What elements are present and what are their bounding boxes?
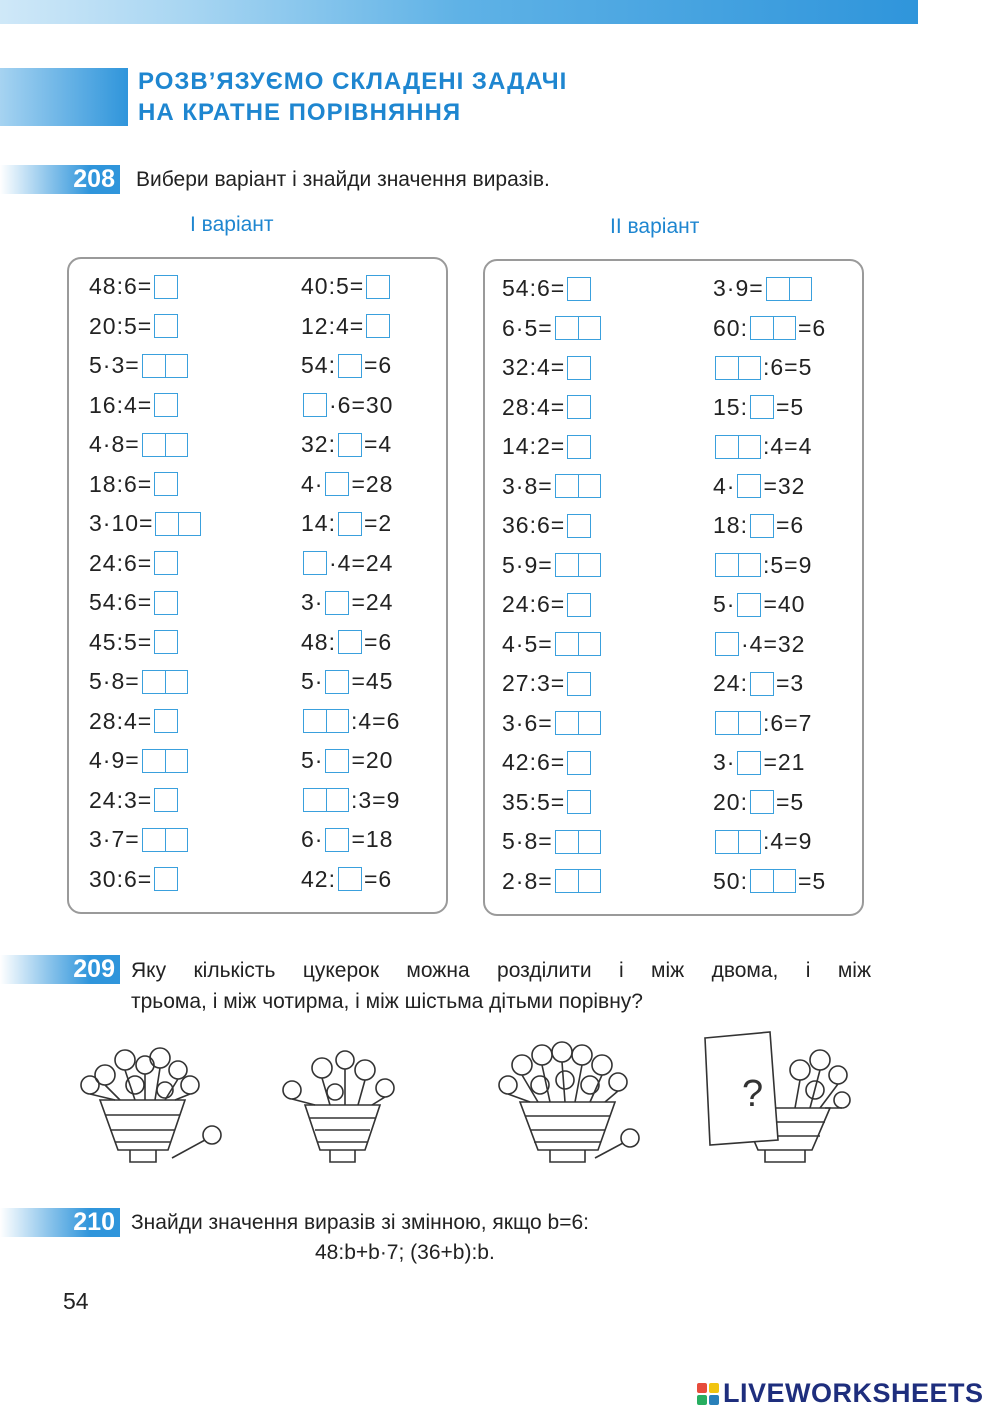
expression-text: 27:3= [502, 670, 566, 697]
expression-row [301, 544, 400, 584]
answer-box[interactable] [555, 869, 601, 893]
expression-row [502, 427, 603, 467]
answer-box[interactable] [567, 435, 591, 459]
expression-text: 6·5= [502, 314, 553, 341]
candy-basket-4 [705, 1032, 850, 1162]
answer-box[interactable] [737, 474, 761, 498]
expression-text: 4·9= [89, 747, 140, 774]
expression-suffix: =3 [775, 670, 805, 697]
expression-prefix: 20: [713, 788, 748, 815]
expression-suffix: =45 [351, 668, 394, 695]
expression-text: 45:5= [89, 628, 153, 655]
logo-mark-icon [697, 1383, 719, 1405]
expression-row [502, 704, 603, 744]
expression-suffix: =6 [775, 512, 805, 539]
expression-prefix: 14: [301, 510, 336, 537]
expression-row [301, 386, 400, 426]
answer-box[interactable] [715, 553, 761, 577]
expression-text: 30:6= [89, 865, 153, 892]
expression-text: 54:6= [89, 589, 153, 616]
expression-row [301, 465, 400, 505]
answer-box[interactable] [154, 591, 178, 615]
candy-baskets-illustration [60, 1030, 860, 1170]
answer-box[interactable] [142, 828, 188, 852]
expression-row [301, 860, 400, 900]
expression-row [89, 544, 203, 584]
expression-text: 4·5= [502, 630, 553, 657]
expression-row [89, 820, 203, 860]
expression-row [89, 267, 203, 307]
expression-row [301, 662, 400, 702]
task-209-text [131, 955, 871, 1017]
variant-1-label: І варіант [190, 213, 274, 236]
expression-row [301, 820, 400, 860]
expression-suffix: =18 [351, 826, 394, 853]
expression-row [89, 386, 203, 426]
answer-box[interactable] [750, 395, 774, 419]
expression-suffix: =6 [797, 314, 827, 341]
expression-prefix: 5· [301, 747, 324, 774]
expression-row [89, 623, 203, 663]
task-209-line-1: Яку кількість цукерок можна розділити і між двома, і між [131, 959, 871, 982]
expression-prefix: 15: [713, 393, 748, 420]
task-208-text: Вибери варіант і знайди значення виразів. [136, 168, 550, 191]
answer-box[interactable] [303, 788, 349, 812]
answer-box[interactable] [154, 393, 178, 417]
task-208-number: 208 [0, 165, 120, 194]
expression-row [502, 309, 603, 349]
answer-box[interactable] [766, 277, 812, 301]
variant-1-panel [67, 257, 448, 914]
answer-box[interactable] [154, 472, 178, 496]
logo-text: LIVEWORKSHEETS [723, 1378, 984, 1408]
answer-box[interactable] [154, 709, 178, 733]
expression-prefix: 3· [713, 749, 736, 776]
expression-text: 5·9= [502, 551, 553, 578]
answer-box[interactable] [155, 512, 201, 536]
answer-box[interactable] [154, 630, 178, 654]
expression-suffix: =28 [351, 470, 394, 497]
expression-text: 16:4= [89, 391, 153, 418]
expression-row [502, 269, 603, 309]
answer-box[interactable] [303, 393, 327, 417]
answer-box[interactable] [715, 356, 761, 380]
expression-prefix: 18: [713, 512, 748, 539]
task-209-number: 209 [0, 955, 120, 984]
expression-prefix: 5· [301, 668, 324, 695]
expression-row [301, 583, 400, 623]
expression-row [89, 307, 203, 347]
liveworksheets-logo [697, 1378, 984, 1409]
expression-text: 5·8= [502, 828, 553, 855]
expression-row [713, 309, 826, 349]
expression-row [713, 822, 826, 862]
expression-row [502, 822, 603, 862]
expression-text: 5·8= [89, 668, 140, 695]
expression-prefix: 5· [713, 591, 736, 618]
variant-2-panel [483, 259, 864, 916]
expression-row [713, 467, 826, 507]
expression-text: 48:6= [89, 273, 153, 300]
expression-row [502, 467, 603, 507]
expression-row [502, 664, 603, 704]
expression-row [502, 348, 603, 388]
expression-text: 18:6= [89, 470, 153, 497]
answer-box[interactable] [737, 593, 761, 617]
expression-row [502, 862, 603, 902]
expression-text: 20:5= [89, 312, 153, 339]
expression-text: 42:6= [502, 749, 566, 776]
expression-row [301, 346, 400, 386]
expression-row [713, 427, 826, 467]
expression-suffix: :4=6 [351, 707, 401, 734]
answer-box[interactable] [303, 551, 327, 575]
expression-row [713, 862, 826, 902]
expression-prefix: 42: [301, 865, 336, 892]
expression-suffix: =4 [363, 431, 393, 458]
answer-box[interactable] [142, 354, 188, 378]
task-210-number: 210 [0, 1208, 120, 1237]
expression-suffix: =32 [763, 472, 806, 499]
expression-suffix: =5 [775, 788, 805, 815]
expression-row [713, 704, 826, 744]
answer-box[interactable] [338, 433, 362, 457]
answer-box[interactable] [567, 395, 591, 419]
expression-text: 28:4= [502, 393, 566, 420]
answer-box[interactable] [567, 514, 591, 538]
expression-text: 5·3= [89, 352, 140, 379]
answer-box[interactable] [715, 435, 761, 459]
expression-row [713, 664, 826, 704]
answer-box[interactable] [750, 514, 774, 538]
expression-text: 14:2= [502, 433, 566, 460]
expression-suffix: :6=7 [763, 709, 813, 736]
expression-suffix: :6=5 [763, 354, 813, 381]
answer-box[interactable] [325, 828, 349, 852]
expression-row [89, 465, 203, 505]
expression-text: 3·8= [502, 472, 553, 499]
expression-prefix: 24: [713, 670, 748, 697]
task-210-text: Знайди значення виразів зі змінною, якщо b=6: [131, 1211, 589, 1234]
expression-row [301, 425, 400, 465]
expression-row [502, 743, 603, 783]
expression-suffix: =40 [763, 591, 806, 618]
variant-1-right-column [301, 267, 400, 899]
expression-suffix: =5 [797, 867, 827, 894]
answer-box[interactable] [555, 553, 601, 577]
answer-box[interactable] [142, 670, 188, 694]
expression-row [502, 388, 603, 428]
expression-text: 24:6= [89, 549, 153, 576]
question-mark: ? [742, 1073, 764, 1115]
expression-suffix: =5 [775, 393, 805, 420]
answer-box[interactable] [567, 593, 591, 617]
expression-text: 54:6= [502, 275, 566, 302]
answer-box[interactable] [715, 632, 739, 656]
expression-suffix: ·4=24 [329, 549, 394, 576]
answer-box[interactable] [325, 749, 349, 773]
expression-prefix: 3·9= [713, 275, 764, 302]
expression-prefix: 3· [301, 589, 324, 616]
expression-text: 3·6= [502, 709, 553, 736]
expression-text: 28:4= [89, 707, 153, 734]
expression-prefix: 6· [301, 826, 324, 853]
answer-box[interactable] [737, 751, 761, 775]
candy-basket-3 [499, 1042, 639, 1162]
answer-box[interactable] [567, 356, 591, 380]
top-color-bar [0, 0, 918, 24]
variant-1-left-column [89, 267, 203, 899]
expression-suffix: :4=4 [763, 433, 813, 460]
expression-row [301, 623, 400, 663]
expression-row [502, 506, 603, 546]
expression-suffix: ·4=32 [741, 630, 806, 657]
expression-row [301, 307, 400, 347]
expression-text: 4·8= [89, 431, 140, 458]
expression-row [713, 625, 826, 665]
title-line-2: НА КРАТНЕ ПОРІВНЯННЯ [138, 99, 462, 126]
expression-row [502, 783, 603, 823]
variant-2-left-column [502, 269, 603, 901]
answer-box[interactable] [750, 869, 796, 893]
answer-box[interactable] [325, 670, 349, 694]
expression-suffix: =6 [363, 628, 393, 655]
expression-row [89, 504, 203, 544]
title-band [0, 68, 128, 126]
expression-row [301, 267, 400, 307]
expression-row [713, 546, 826, 586]
title-line-1: РОЗВ’ЯЗУЄМО СКЛАДЕНІ ЗАДАЧІ [138, 68, 568, 95]
expression-row [301, 702, 400, 742]
answer-box[interactable] [338, 630, 362, 654]
expression-text: 24:3= [89, 786, 153, 813]
answer-box[interactable] [567, 751, 591, 775]
variant-2-right-column [713, 269, 826, 901]
expression-text: 3·10= [89, 510, 154, 537]
expression-suffix: =6 [363, 352, 393, 379]
expression-text: 3·7= [89, 826, 140, 853]
answer-box[interactable] [555, 632, 601, 656]
expression-suffix: ·6=30 [329, 391, 394, 418]
expression-row [301, 504, 400, 544]
answer-box[interactable] [303, 709, 349, 733]
expression-suffix: =24 [351, 589, 394, 616]
answer-box[interactable] [750, 790, 774, 814]
expression-text: 36:6= [502, 512, 566, 539]
answer-box[interactable] [325, 472, 349, 496]
expression-prefix: 50: [713, 867, 748, 894]
answer-box[interactable] [338, 867, 362, 891]
task-209-line-2: трьома, і між чотирма, і між шістьма дітьми порівну? [131, 990, 643, 1013]
expression-row [502, 585, 603, 625]
answer-box[interactable] [154, 551, 178, 575]
answer-box[interactable] [567, 277, 591, 301]
answer-box[interactable] [142, 749, 188, 773]
expression-suffix: =2 [363, 510, 393, 537]
expression-row [713, 585, 826, 625]
expression-suffix: :5=9 [763, 551, 813, 578]
expression-prefix: 40:5= [301, 273, 365, 300]
expression-prefix: 48: [301, 628, 336, 655]
answer-box[interactable] [154, 867, 178, 891]
expression-row [89, 425, 203, 465]
variant-2-label: ІІ варіант [610, 215, 700, 238]
answer-box[interactable] [338, 512, 362, 536]
lesson-title [138, 66, 567, 128]
expression-row [89, 662, 203, 702]
expression-prefix: 32: [301, 431, 336, 458]
expression-row [713, 783, 826, 823]
expression-suffix: =21 [763, 749, 806, 776]
expression-text: 35:5= [502, 788, 566, 815]
answer-box[interactable] [338, 354, 362, 378]
answer-box[interactable] [715, 711, 761, 735]
expression-row [713, 388, 826, 428]
expression-row [89, 583, 203, 623]
candy-basket-1 [81, 1048, 221, 1162]
expression-row [713, 269, 826, 309]
answer-box[interactable] [366, 275, 390, 299]
answer-box[interactable] [750, 672, 774, 696]
expression-row [89, 346, 203, 386]
answer-box[interactable] [715, 830, 761, 854]
answer-box[interactable] [555, 316, 601, 340]
answer-box[interactable] [154, 275, 178, 299]
expression-text: 24:6= [502, 591, 566, 618]
expression-row [301, 741, 400, 781]
expression-row [502, 625, 603, 665]
expression-prefix: 4· [713, 472, 736, 499]
expression-suffix: :4=9 [763, 828, 813, 855]
expression-prefix: 54: [301, 352, 336, 379]
expression-suffix: =6 [363, 865, 393, 892]
candy-basket-2 [283, 1051, 394, 1162]
answer-box[interactable] [325, 591, 349, 615]
answer-box[interactable] [366, 314, 390, 338]
answer-box[interactable] [555, 711, 601, 735]
expression-row [89, 741, 203, 781]
expression-text: 32:4= [502, 354, 566, 381]
answer-box[interactable] [567, 672, 591, 696]
expression-row [89, 702, 203, 742]
expression-prefix: 60: [713, 314, 748, 341]
answer-box[interactable] [142, 433, 188, 457]
expression-prefix: 12:4= [301, 312, 365, 339]
task-210-expressions: 48:b+b·7; (36+b):b. [315, 1241, 495, 1264]
expression-suffix: :3=9 [351, 786, 401, 813]
answer-box[interactable] [555, 474, 601, 498]
answer-box[interactable] [567, 790, 591, 814]
expression-row [713, 506, 826, 546]
answer-box[interactable] [750, 316, 796, 340]
expression-prefix: 4· [301, 470, 324, 497]
expression-row [89, 860, 203, 900]
answer-box[interactable] [154, 788, 178, 812]
expression-row [713, 348, 826, 388]
page-number: 54 [63, 1288, 89, 1314]
expression-row [89, 781, 203, 821]
expression-row [301, 781, 400, 821]
expression-suffix: =20 [351, 747, 394, 774]
answer-box[interactable] [154, 314, 178, 338]
expression-text: 2·8= [502, 867, 553, 894]
expression-row [713, 743, 826, 783]
answer-box[interactable] [555, 830, 601, 854]
expression-row [502, 546, 603, 586]
